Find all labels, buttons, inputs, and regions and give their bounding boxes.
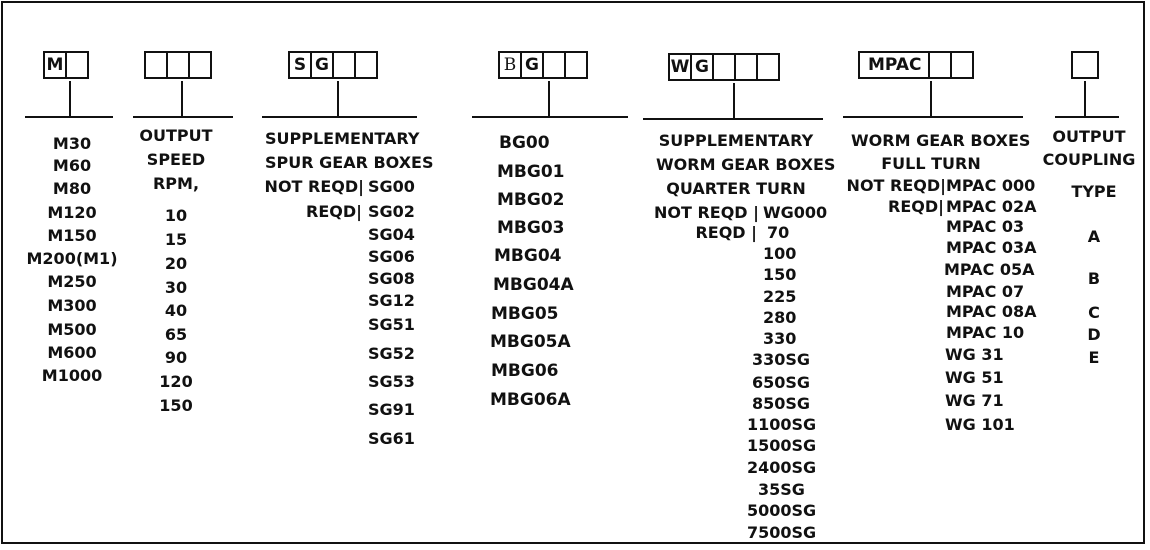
option-label: WG 31 [945,345,1004,364]
option-label: WG 71 [945,391,1004,410]
code-box [734,53,758,81]
option-label: M300 [47,296,97,315]
column-header: COUPLING [1042,150,1136,169]
not-required-label: NOT REQD | [653,203,759,222]
column-header: SPEED [146,150,206,169]
code-box [332,51,356,79]
option-label: 100 [763,244,797,263]
option-label: M80 [52,179,92,198]
not-required-label: NOT REQD| [264,177,364,196]
option-label: SG02 [368,202,415,221]
column-header: OUTPUT [139,126,213,145]
option-label: MBG04 [494,246,562,266]
option-label: M150 [47,226,97,245]
code-box [65,51,89,79]
underline [643,118,823,120]
option-label: 1500SG [747,436,817,455]
option-label: MPAC 03 [946,217,1025,236]
option-label: WG 101 [945,415,1015,434]
option-label: 7500SG [747,523,817,542]
option-label: MPAC 03A [946,238,1037,257]
option-label: SG52 [368,344,415,363]
option-label: MBG04A [493,275,574,295]
option-label: WG 51 [945,368,1004,387]
column-header: WORM GEAR BOXES [851,131,1031,150]
not-required-label: NOT REQD| [846,176,946,195]
option-label: 330 [763,329,797,348]
option-label: MBG06 [491,361,559,381]
option-label: E [1088,348,1100,367]
code-box [1071,51,1099,79]
wg-code-boxes [668,53,778,83]
option-label: SG53 [368,372,415,391]
sg-code-boxes [288,51,376,81]
option-label: M1000 [41,366,103,385]
code-box [144,51,168,79]
code-box [950,51,974,79]
code-box [166,51,190,79]
option-label: SG61 [368,429,415,448]
speed-code-boxes [144,51,210,81]
connector-stem [181,81,183,117]
required-label: REQD| [306,202,362,221]
underline [262,116,417,118]
option-label: 10 [164,206,188,225]
option-label: M60 [52,156,92,175]
code-box: G [690,53,714,81]
option-label: C [1088,303,1100,322]
option-label: 120 [159,372,193,391]
required-label: REQD| [888,197,944,216]
option-label: 850SG [752,394,811,413]
option-label: SG00 [368,177,415,196]
option-label: 280 [763,308,797,327]
coupling-code-boxes [1071,51,1097,81]
code-box [564,51,588,79]
code-box: G [310,51,334,79]
option-label: MPAC 10 [946,323,1025,342]
code-box [756,53,780,81]
code-box [542,51,566,79]
option-label: SG51 [368,315,415,334]
option-label: MBG05A [490,332,571,352]
option-label: MPAC 05A [944,260,1035,279]
option-label: MPAC 02A [946,197,1037,216]
code-box: B [498,51,522,79]
column-header: FULL TURN [881,154,981,173]
column-header: SUPPLEMENTARY [265,129,420,148]
option-label: M500 [47,320,97,339]
option-label: MBG03 [497,218,565,238]
option-label: 5000SG [747,501,817,520]
option-label: MBG01 [497,162,565,182]
option-label: 35SG [758,480,805,499]
option-label: M250 [47,272,97,291]
column-header: WORM GEAR BOXES [656,155,836,174]
column-header: QUARTER TURN [666,179,806,198]
option-label: WG000 [763,203,828,222]
option-label: 20 [164,254,188,273]
option-label: D [1087,325,1101,344]
option-label: M30 [52,134,92,153]
option-label: M200(M1) [26,249,118,268]
option-label: SG06 [368,247,415,266]
option-label: MPAC 000 [946,176,1036,195]
option-label: 2400SG [747,458,817,477]
mpac-code-boxes [858,51,972,81]
connector-stem [733,83,735,119]
code-box: S [288,51,312,79]
required-label: REQD | [695,223,757,242]
option-label: 650SG [752,373,811,392]
connector-stem [1084,81,1086,117]
code-box [712,53,736,81]
bg-code-boxes [498,51,586,81]
option-label: 150 [763,265,797,284]
code-box: MPAC [858,51,930,79]
option-label: MBG06A [490,390,571,410]
code-box [354,51,378,79]
code-box: M [43,51,67,79]
option-label: SG12 [368,291,415,310]
option-label: MBG02 [497,190,565,210]
option-label: M600 [47,343,97,362]
option-label: B [1087,269,1101,288]
column-header: SUPPLEMENTARY [658,131,814,150]
option-label: SG91 [368,400,415,419]
option-label: 90 [164,348,188,367]
underline [1055,116,1119,118]
option-label: MPAC 08A [946,302,1037,321]
underline [25,116,113,118]
option-label: 1100SG [747,415,817,434]
underline [843,116,1023,118]
option-label: 70 [767,223,790,242]
option-label: 15 [164,230,188,249]
m-code-boxes [43,51,87,81]
underline [472,116,628,118]
option-label: MPAC 07 [946,282,1025,301]
option-label: SG08 [368,269,415,288]
option-label: 150 [159,396,193,415]
connector-stem [337,81,339,117]
option-label: BG00 [499,133,550,153]
column-header: RPM, [152,174,200,193]
option-label: 30 [164,278,188,297]
option-label: M120 [47,203,97,222]
column-header: SPUR GEAR BOXES [265,153,434,172]
option-label: 225 [763,287,797,306]
option-label: MBG05 [491,304,559,324]
option-label: SG04 [368,225,415,244]
code-box: W [668,53,692,81]
column-header: OUTPUT [1052,127,1126,146]
code-box: G [520,51,544,79]
connector-stem [930,81,932,117]
code-box [928,51,952,79]
connector-stem [69,81,71,117]
connector-stem [548,81,550,117]
option-label: 330SG [752,350,811,369]
option-label: 65 [164,325,188,344]
type-label: TYPE [1071,182,1117,201]
code-box [188,51,212,79]
option-label: A [1087,227,1101,246]
underline [133,116,233,118]
option-label: 40 [164,301,188,320]
